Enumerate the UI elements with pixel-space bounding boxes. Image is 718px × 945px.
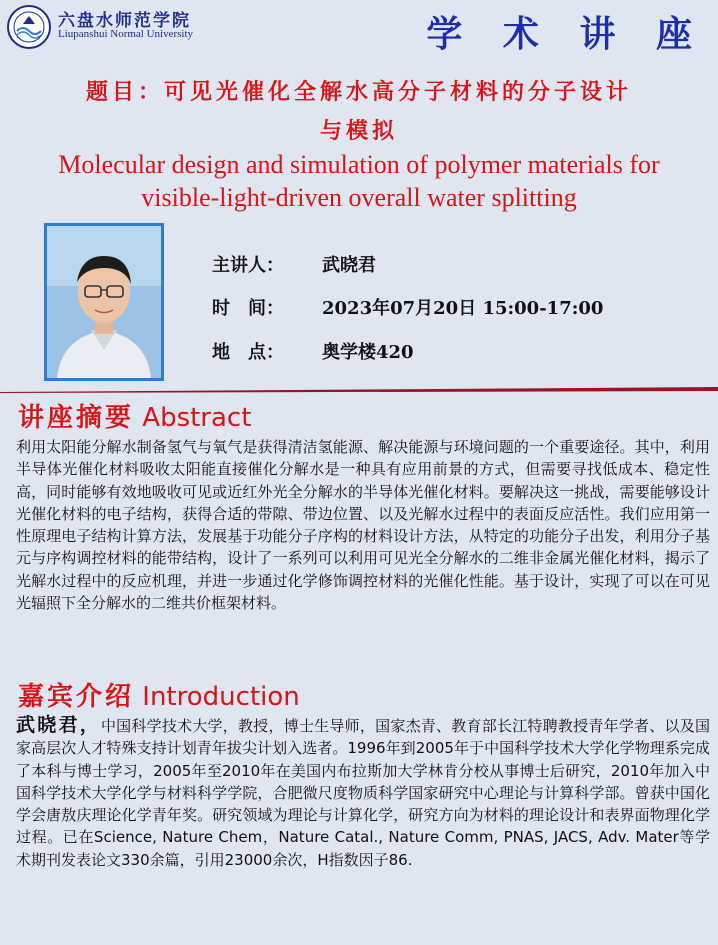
school-name-cn: 六盘水师范学院	[58, 11, 191, 31]
time-row	[212, 294, 603, 320]
intro-bio: 中国科学技术大学，教授，博士生导师，国家杰青、教育部长江特聘教授青年学者、以及国家高层次人才特殊支持计划青年拔尖计划入选者。1996年到2005年于中国科学技术大学化学物理系完成了本科与博士学习，2005年至2010年在美国内布拉斯加大学林肯分校从事博士后研究，2010年加入中国科学技术大学化学与材料科学学院，合肥微尺度物质科学国家研究中心理论与计算科学部。曾获中国化学会唐敖庆理论化学青年奖。研究领域为理论与计算化学，研究方向为材料的理论设计和表界面物理化学过程。已在Science, Nature Chem，Nature Catal., Nature Comm, PNAS, JACS, Adv. Mater等学术期刊发表论文330余篇，引用23000余次，H指数因子86.	[16, 717, 710, 869]
time-label: 时 间：	[212, 298, 284, 319]
section-divider	[0, 378, 718, 384]
topic-cn-line1: 题目：可见光催化全解水高分子材料的分子设计	[85, 79, 632, 105]
lecture-title: 学 术 讲 座	[426, 14, 706, 55]
time-value: 2023年07月20日 15:00-17:00	[322, 298, 604, 319]
intro-heading	[18, 676, 300, 713]
place-value: 奥学楼420	[322, 342, 414, 363]
speaker-label: 主讲人：	[212, 255, 284, 276]
place-row	[212, 338, 414, 364]
abstract-heading	[18, 397, 251, 434]
intro-speaker-name: 武晓君，	[16, 714, 101, 736]
place-label: 地 点：	[212, 342, 284, 363]
abstract-text: 利用太阳能分解水制备氢气与氧气是获得清洁氢能源、解决能源与环境问题的一个重要途径。其中，利用半导体光催化材料吸收太阳能直接催化分解水是一种具有应用前景的方式，但需要寻找低成本、稳定性高，同时能够有效地吸收可见或近红外光全分解水的半导体光催化材料。要解决这一挑战，需要能够设计光催化材料的电子结构，获得合适的带隙、带边位置、以及光解水过程中的表面反应活性。我们应用第一性原理电子结构计算方法，发展基于功能分子序构的材料设计方法，从特定的功能分子出发，利用分子基元与序构调控材料的能带结构，设计了一系列可以利用可见光全分解水的二维非金属光催化材料，揭示了光解水过程中的反应机理，并进一步通过化学修饰调控材料的光催化性能。基于设计，实现了可以在可见光辐照下全分解水的二维共价框架材料。	[16, 438, 710, 613]
intro-heading-cn: 嘉宾介绍	[18, 682, 135, 712]
school-name-en: Liupanshui Normal University	[58, 28, 194, 40]
topic-cn-line2: 与模拟	[319, 118, 398, 144]
abstract-heading-cn: 讲座摘要	[18, 403, 135, 433]
speaker-name: 武晓君	[322, 255, 376, 276]
speaker-photo	[44, 223, 164, 381]
university-logo	[6, 4, 52, 50]
topic-en-line2: visible-light-driven overall water splitting	[141, 183, 577, 212]
topic-en-line1: Molecular design and simulation of polymer materials for	[58, 150, 660, 179]
abstract-heading-en: Abstract	[142, 403, 252, 433]
speaker-row	[212, 251, 376, 277]
intro-heading-en: Introduction	[142, 682, 300, 712]
intro-text	[16, 714, 710, 871]
